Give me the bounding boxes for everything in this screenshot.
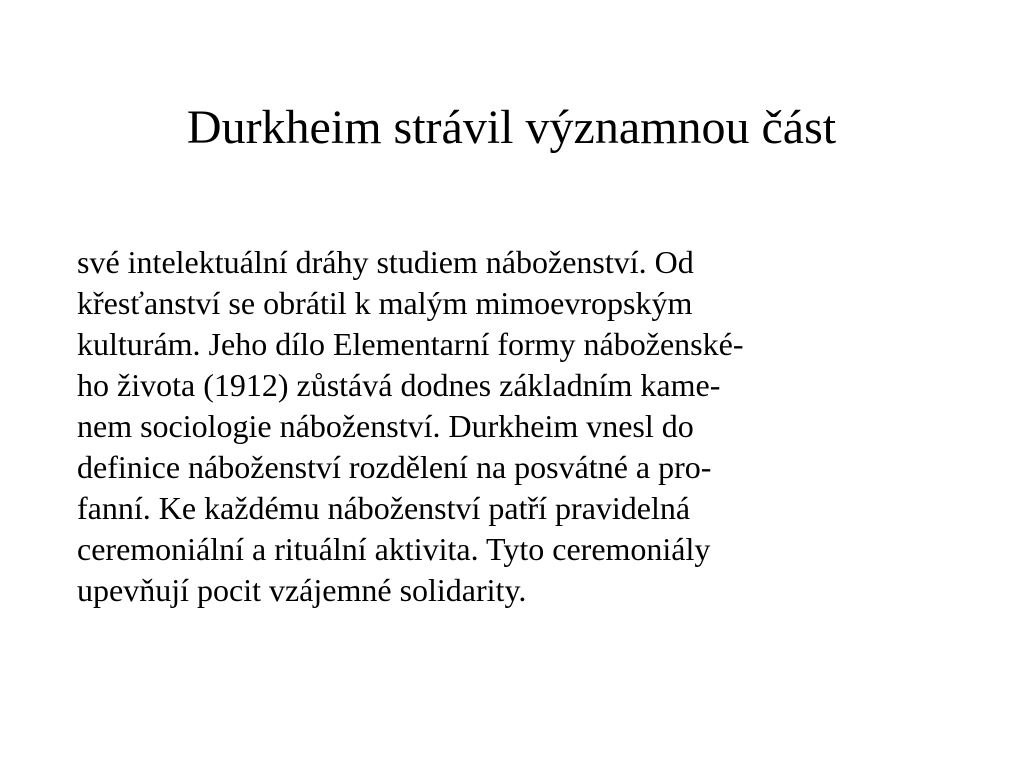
body-line: ceremoniální a rituální aktivita. Tyto ceremoniály [77, 531, 711, 567]
body-line: definice náboženství rozdělení na posvátné a pro- [77, 449, 712, 485]
body-line: fanní. Ke každému náboženství patří pravidelná [77, 490, 691, 526]
slide-title: Durkheim strávil významnou část [186, 101, 837, 154]
body-line: křesťanství se obrátil k malým mimoevropským [77, 285, 693, 321]
slide-body [77, 242, 957, 611]
body-line: nem sociologie náboženství. Durkheim vnesl do [77, 408, 694, 444]
body-line: upevňují pocit vzájemné solidarity. [77, 572, 527, 608]
body-line: kulturám. Jeho dílo Elementarní formy náboženské- [77, 326, 744, 362]
body-line: ho života (1912) zůstává dodnes základním kame- [77, 367, 721, 403]
body-line: své intelektuální dráhy studiem náboženství. Od [77, 244, 694, 280]
